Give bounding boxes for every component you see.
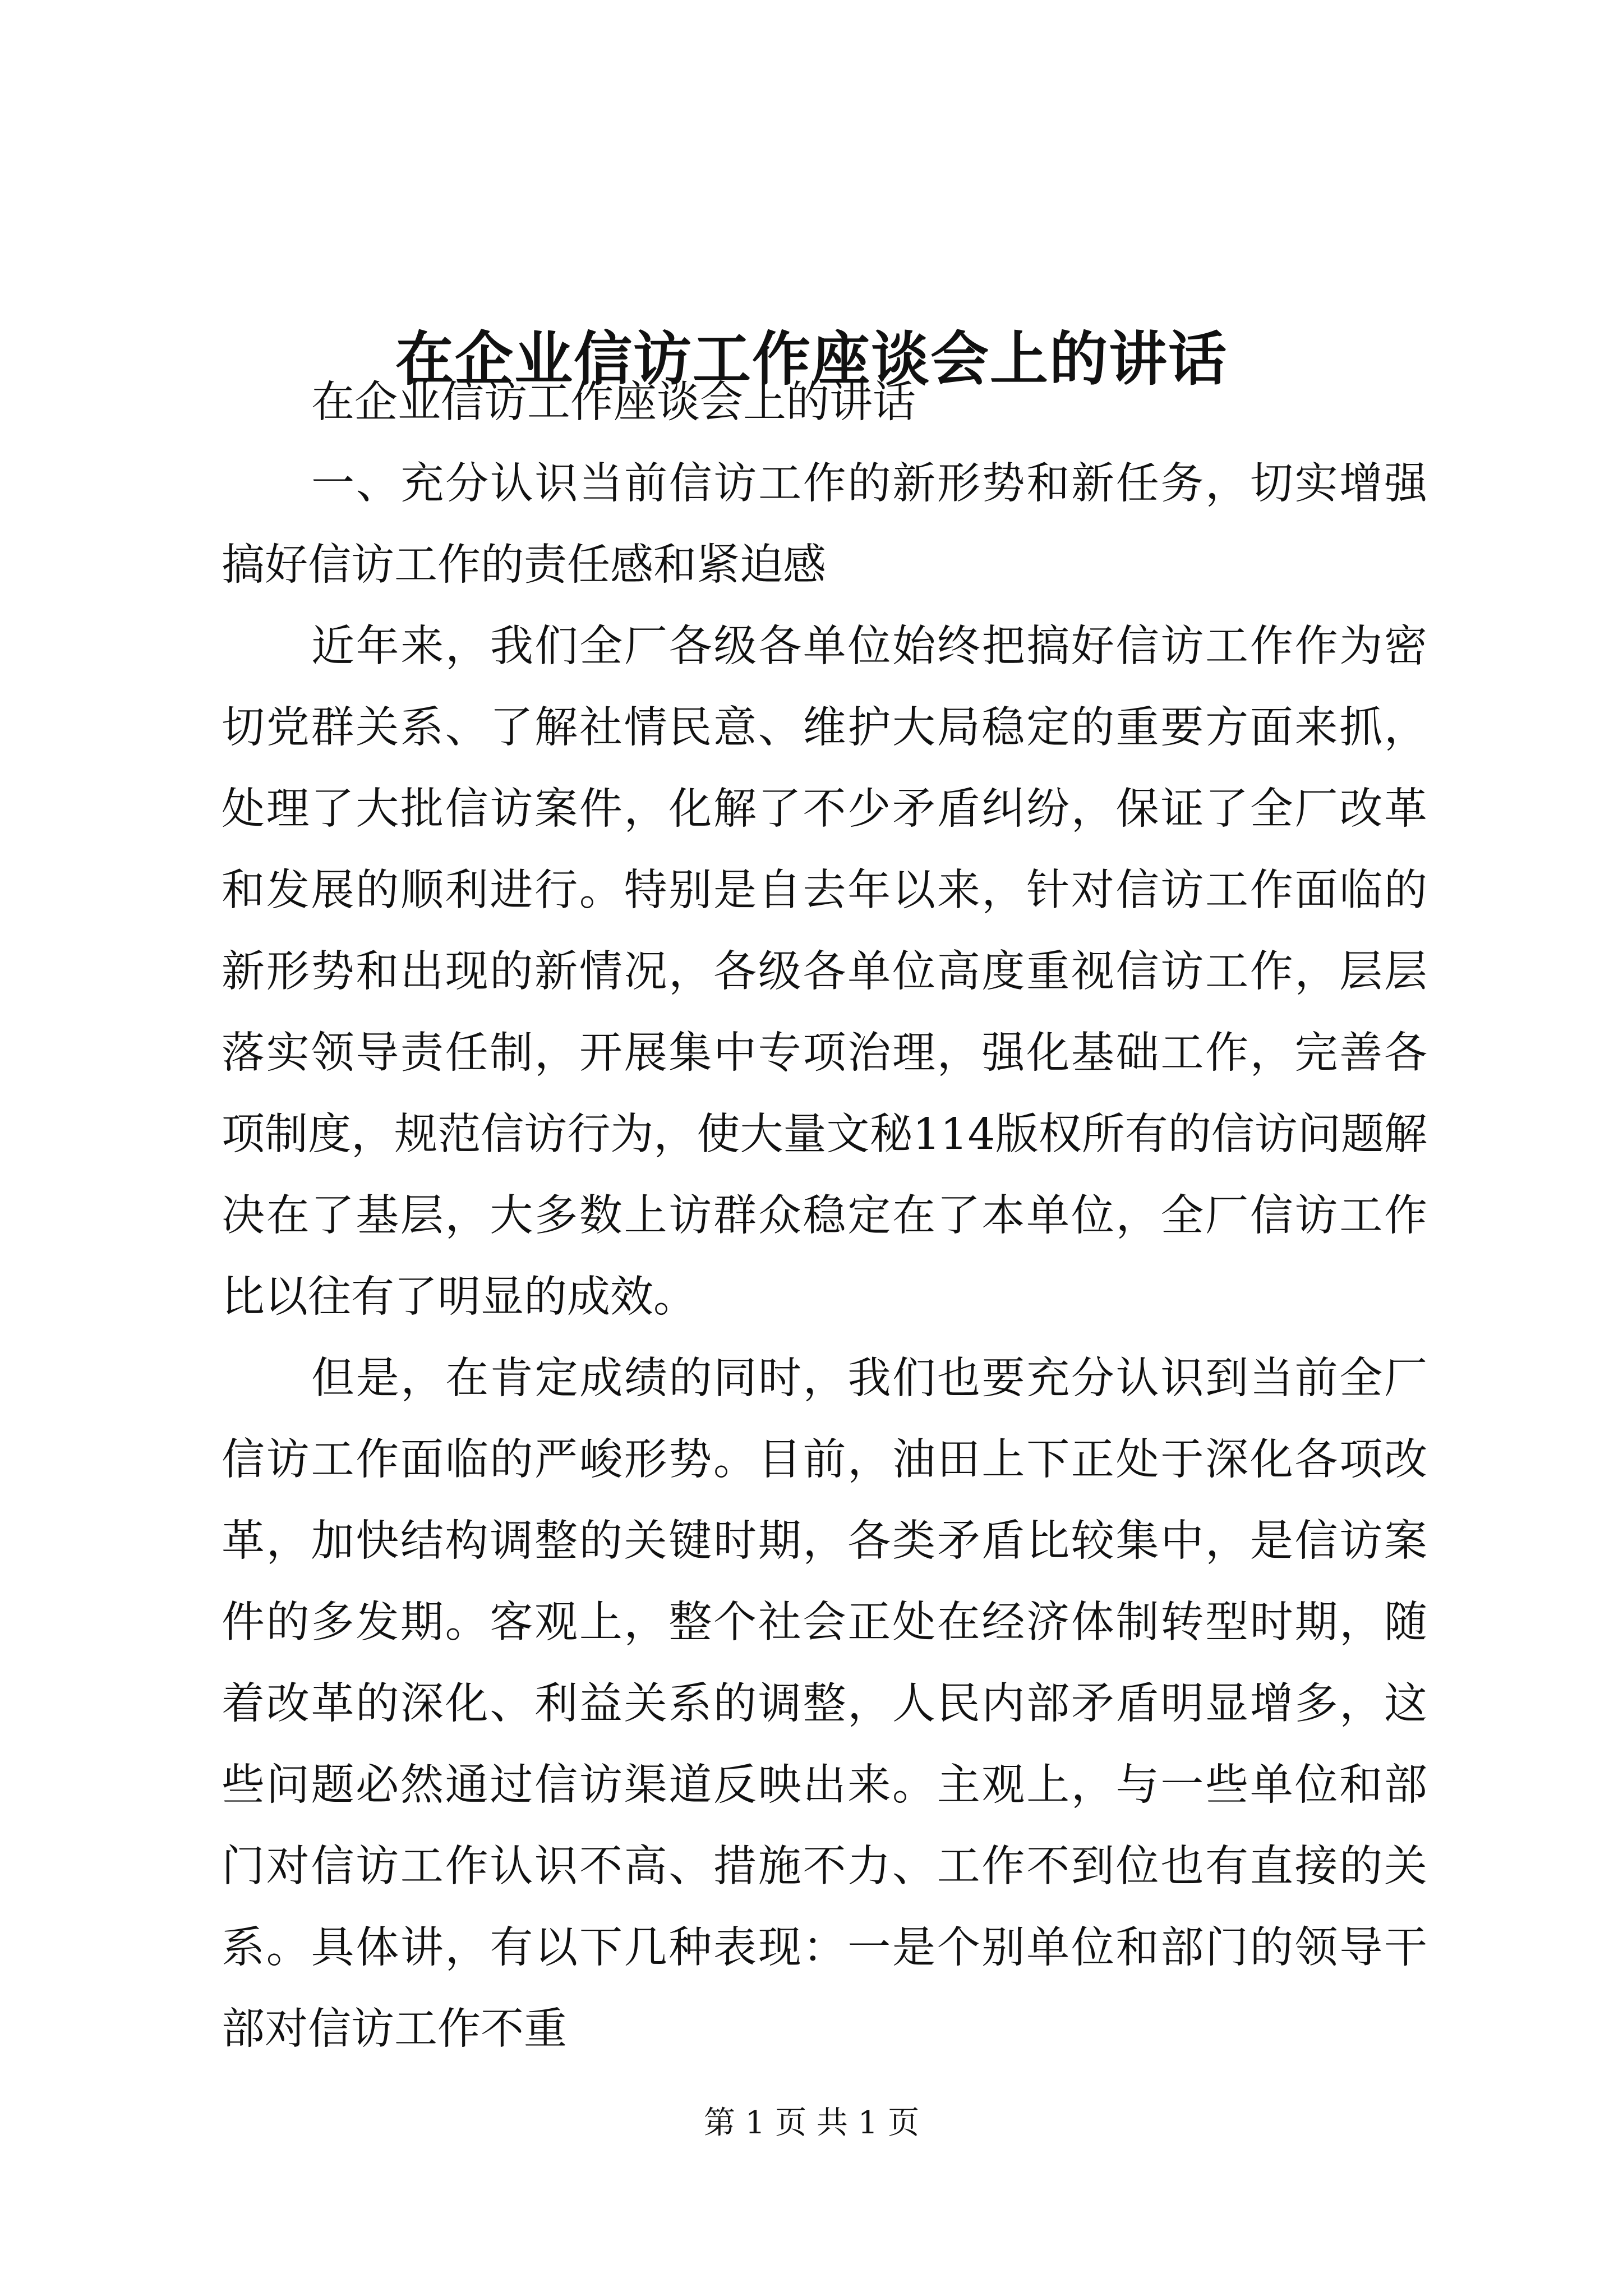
body-paragraph-3: 近年来，我们全厂各级各单位始终把搞好信访工作作为密切党群关系、了解社情民意、维护大局稳定的重要方面来抓，处理了大批信访案件，化解了不少矛盾纠纷，保证了全厂改革和发展的顺利进行。特别是自去年以来，针对信访工作面临的新形势和出现的新情况，各级各单位高度重视信访工作，层层落实领导责任制，开展集中专项治理，强化基础工作，完善各项制度，规范信访行为，使大量文秘114版权所有的信访问题解决在了基层，大多数上访群众稳定在了本单位，全厂信访工作比以往有了明显的成效。 xyxy=(222,622,1427,1322)
document-body xyxy=(222,362,1427,2070)
page-number-footer: 第 1 页 共 1 页 xyxy=(703,2105,920,2141)
body-paragraph-4: 但是，在肯定成绩的同时，我们也要充分认识到当前全厂信访工作面临的严峻形势。目前，油田上下正处于深化各项改革，加快结构调整的关键时期，各类矛盾比较集中，是信访案件的多发期。客观上，整个社会正处在经济体制转型时期，随着改革的深化、利益关系的调整，人民内部矛盾明显增多，这些问题必然通过信访渠道反映出来。主观上，与一些单位和部门对信访工作认识不高、措施不力、工作不到位也有直接的关系。具体讲，有以下几种表现：一是个别单位和部门的领导干部对信访工作不重 xyxy=(222,1354,1427,2054)
body-paragraph-1: 在企业信访工作座谈会上的讲话 xyxy=(311,378,916,427)
document-title: 在企业信访工作座谈会上的讲话 xyxy=(395,324,1228,393)
body-paragraph-2: 一、充分认识当前信访工作的新形势和新任务，切实增强搞好信访工作的责任感和紧迫感 xyxy=(222,459,1427,590)
